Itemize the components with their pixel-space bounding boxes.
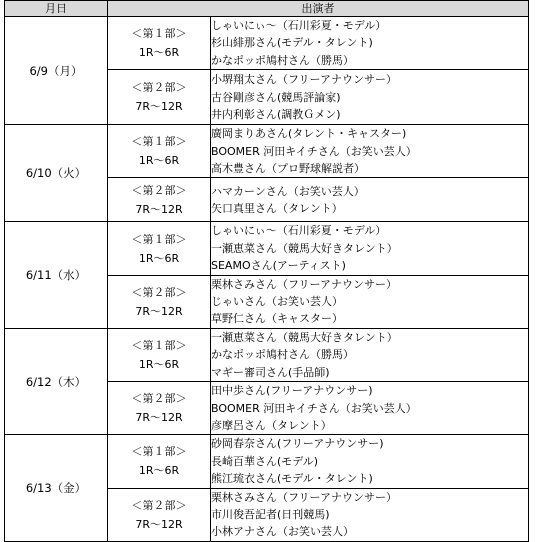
session-races-label: 7R～12R — [135, 411, 183, 425]
cast-member: マギー審司さん(手品師) — [211, 365, 330, 379]
cast-member: じゃいさん（お笑い芸人） — [211, 295, 343, 309]
cast-cell — [211, 382, 529, 435]
cast-cell — [211, 488, 529, 541]
cast-member: 砂岡春奈さん(フリーアナウンサー) — [211, 437, 384, 451]
session-part-label: ＜第１部＞ — [131, 445, 187, 459]
cast-cell — [211, 17, 529, 70]
cast-member: 田中歩さん(フリーアナウンサー) — [211, 384, 373, 398]
cast-column-header: 出演者 — [108, 1, 529, 17]
cast-member: 古谷剛彦さん(競馬評論家) — [211, 90, 341, 104]
session-cell — [108, 222, 211, 275]
cast-member: しゃいにぃ～（石川彩夏・モデル） — [211, 19, 387, 32]
cast-member: 矢口真里さん（タレント） — [211, 201, 343, 215]
cast-member: 栗林さみさん（フリーアナウンサー） — [211, 277, 398, 291]
cast-member: しゃいにぃ～（石川彩夏・モデル） — [211, 224, 387, 238]
session-cell — [108, 275, 211, 328]
session-row — [5, 17, 529, 70]
session-races-label: 7R～12R — [135, 304, 183, 318]
session-part-label: ＜第２部＞ — [131, 183, 187, 197]
session-races-label: 1R～6R — [138, 251, 180, 265]
cast-member: 市川俊吾記者(日刊競馬) — [211, 507, 330, 521]
date-cell: 6/12（木） — [5, 328, 108, 434]
cast-member: BOOMER 河田キイチさん（お笑い芸人） — [211, 401, 417, 415]
cast-cell — [211, 70, 529, 125]
session-part-label: ＜第２部＞ — [131, 81, 187, 95]
date-cell: 6/11（水） — [5, 222, 108, 328]
session-cell — [108, 17, 211, 70]
cast-member: 栗林さみさん（フリーアナウンサー） — [211, 490, 398, 504]
cast-member: 廣岡まりあさん(タレント・キャスター) — [211, 127, 407, 141]
cast-member: 杉山緋那さん(モデル・タレント) — [211, 36, 373, 50]
session-row — [5, 222, 529, 275]
cast-cell — [211, 222, 529, 275]
cast-member: 一瀬恵菜さん（競馬大好きタレント） — [211, 241, 398, 255]
cast-member: 高木豊さん（プロ野球解説者） — [211, 162, 365, 176]
session-part-label: ＜第１部＞ — [131, 135, 187, 149]
cast-member: 小林アナさん（お笑い芸人） — [211, 525, 354, 539]
session-cell — [108, 435, 211, 488]
session-part-label: ＜第２部＞ — [131, 285, 187, 299]
schedule-body — [5, 17, 529, 542]
session-row — [5, 125, 529, 178]
session-cell — [108, 178, 211, 222]
cast-member: ハマカーンさん（お笑い芸人） — [211, 184, 365, 198]
date-cell: 6/10（火） — [5, 125, 108, 222]
header-row — [5, 1, 529, 17]
session-races-label: 7R～12R — [135, 202, 183, 216]
session-cell — [108, 70, 211, 125]
session-races-label: 7R～12R — [135, 517, 183, 531]
session-races-label: 1R～6R — [138, 464, 180, 478]
cast-cell — [211, 125, 529, 178]
session-part-label: ＜第１部＞ — [131, 232, 187, 246]
cast-member: かなポッポ鳩村さん（勝馬） — [211, 348, 354, 362]
session-part-label: ＜第２部＞ — [131, 392, 187, 406]
cast-member: 熊江琉衣さん(モデル・タレント) — [211, 472, 373, 486]
date-cell: 6/13（金） — [5, 435, 108, 541]
session-row — [5, 435, 529, 488]
date-column-header: 月日 — [5, 1, 108, 17]
session-cell — [108, 328, 211, 381]
date-cell: 6/9（月） — [5, 17, 108, 125]
session-part-label: ＜第２部＞ — [131, 498, 187, 512]
cast-member: SEAMOさん(アーティスト) — [211, 259, 346, 273]
cast-member: 草野仁さん（キャスター） — [211, 312, 343, 326]
session-cell — [108, 382, 211, 435]
session-part-label: ＜第１部＞ — [131, 338, 187, 352]
cast-member: BOOMER 河田キイチさん（お笑い芸人） — [211, 144, 417, 158]
cast-member: 彦摩呂さん（タレント） — [211, 418, 332, 432]
cast-member: 小堺翔太さん（フリーアナウンサー） — [211, 73, 398, 87]
session-races-label: 1R～6R — [138, 46, 180, 60]
cast-member: かなポッポ鳩村さん（勝馬） — [211, 53, 354, 67]
cast-cell — [211, 435, 529, 488]
session-cell — [108, 125, 211, 178]
schedule-table — [4, 0, 529, 542]
session-part-label: ＜第１部＞ — [131, 27, 187, 41]
cast-member: 一瀬恵菜さん（競馬大好きタレント） — [211, 330, 398, 344]
session-races-label: 1R～6R — [138, 357, 180, 371]
session-row — [5, 328, 529, 381]
session-races-label: 1R～6R — [138, 154, 180, 168]
cast-cell — [211, 178, 529, 222]
cast-cell — [211, 328, 529, 381]
session-cell — [108, 488, 211, 541]
cast-cell — [211, 275, 529, 328]
session-races-label: 7R～12R — [135, 100, 183, 114]
cast-member: 井内利彰さん(調教Ｇメン) — [211, 107, 341, 121]
cast-member: 長崎百華さん(モデル) — [211, 454, 319, 468]
